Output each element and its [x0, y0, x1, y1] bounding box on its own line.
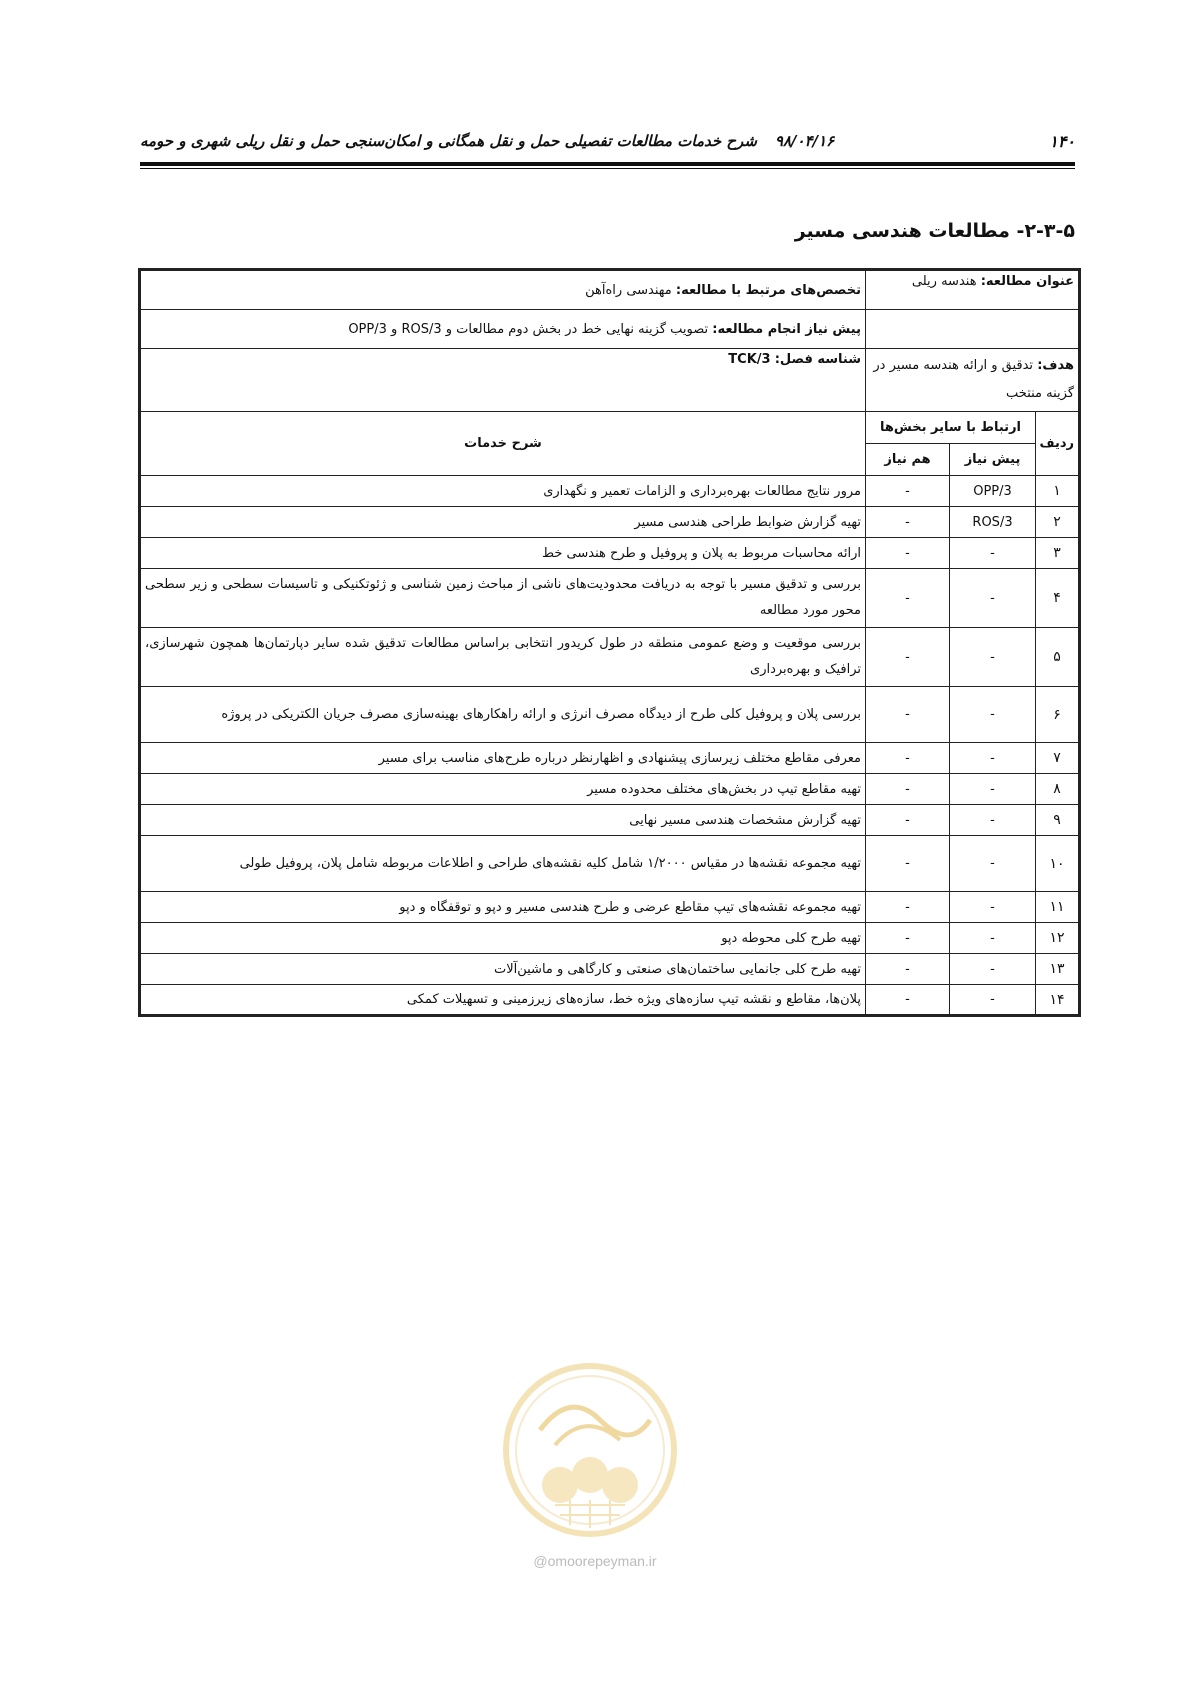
watermark-site: @omoorepeyman.ir: [533, 1553, 657, 1569]
row-number: ۱۱: [1036, 892, 1080, 923]
row-coreq: -: [866, 774, 950, 805]
row-number: ۳: [1036, 538, 1080, 569]
row-number: ۵: [1036, 628, 1080, 687]
row-description: بررسی موقعیت و وضع عمومی منطقه در طول کریدور انتخابی براساس مطالعات تدقیق شده سایر دپارتمان‌ها همچون شهرسازی، ترافیک و بهره‌برداری: [140, 628, 866, 687]
header-rule-thin: [140, 168, 1075, 169]
row-coreq: -: [866, 836, 950, 892]
table-row: [140, 743, 1080, 774]
col-row-header: ردیف: [1036, 412, 1080, 476]
row-description: تهیه گزارش مشخصات هندسی مسیر نهایی: [140, 805, 866, 836]
row-description: بررسی و تدقیق مسیر با توجه به دریافت محدودیت‌های ناشی از مباحث زمین شناسی و ژئوتکنیکی و تاسیسات سطحی و زیر سطحی محور مورد مطالعه: [140, 569, 866, 628]
table-row: [140, 569, 1080, 628]
row-number: ۱۰: [1036, 836, 1080, 892]
table-row: [140, 892, 1080, 923]
row-prereq: ROS/3: [950, 507, 1036, 538]
row-coreq: -: [866, 507, 950, 538]
header-title: شرح خدمات مطالعات تفصیلی حمل و نقل همگانی و امکان‌سنجی حمل و نقل ریلی شهری و حومه: [140, 132, 757, 150]
info-row-3: [140, 349, 1080, 412]
table-row: [140, 985, 1080, 1016]
related-value: مهندسی راه‌آهن: [585, 282, 672, 298]
row-description: مرور نتایج مطالعات بهره‌برداری و الزامات تعمیر و نگهداری: [140, 476, 866, 507]
table-row: [140, 507, 1080, 538]
services-table: [138, 268, 1081, 1017]
row-number: ۱: [1036, 476, 1080, 507]
row-number: ۷: [1036, 743, 1080, 774]
table-row: [140, 687, 1080, 743]
prereq-cell: [140, 310, 866, 349]
related-label: تخصص‌های مرتبط با مطالعه:: [675, 282, 861, 298]
row-coreq: -: [866, 892, 950, 923]
row-number: ۸: [1036, 774, 1080, 805]
header-title-group: [140, 132, 834, 150]
page-header: [140, 128, 1075, 160]
col-relation-header: ارتباط با سایر بخش‌ها: [866, 412, 1036, 444]
chapter-label: شناسه فصل:: [774, 352, 861, 367]
table-row: [140, 954, 1080, 985]
table-row: [140, 836, 1080, 892]
study-title-cell-cont: [866, 310, 1080, 349]
chapter-value: TCK/3: [728, 352, 771, 367]
row-number: ۱۴: [1036, 985, 1080, 1016]
row-description: تهیه مجموعه نقشه‌ها در مقیاس ۱/۲۰۰۰ شامل کلیه نقشه‌های طراحی و اطلاعات مربوطه شامل پلان، پروفیل طولی: [140, 836, 866, 892]
row-prereq: -: [950, 687, 1036, 743]
row-description: بررسی پلان و پروفیل کلی طرح از دیدگاه مصرف انرژی و ارائه راهکارهای بهینه‌سازی مصرف جریان الکتریکی در پروژه: [140, 687, 866, 743]
row-description: تهیه گزارش ضوابط طراحی هندسی مسیر: [140, 507, 866, 538]
row-coreq: -: [866, 743, 950, 774]
section-title: ۲-۳-۵- مطالعات هندسی مسیر: [794, 220, 1075, 242]
table-row: [140, 923, 1080, 954]
row-number: ۱۳: [1036, 954, 1080, 985]
row-prereq: -: [950, 774, 1036, 805]
row-number: ۹: [1036, 805, 1080, 836]
row-prereq: -: [950, 836, 1036, 892]
study-title-cell: [866, 270, 1080, 310]
row-prereq: -: [950, 628, 1036, 687]
row-coreq: -: [866, 538, 950, 569]
row-description: تهیه طرح کلی جانمایی ساختمان‌های صنعتی و کارگاهی و ماشین‌آلات: [140, 954, 866, 985]
row-prereq: -: [950, 569, 1036, 628]
row-coreq: -: [866, 687, 950, 743]
row-coreq: -: [866, 954, 950, 985]
related-cell: [140, 270, 866, 310]
row-coreq: -: [866, 476, 950, 507]
row-prereq: -: [950, 805, 1036, 836]
prereq-label: پیش نیاز انجام مطالعه:: [712, 321, 861, 337]
col-coreq-header: هم نیاز: [866, 444, 950, 476]
col-prereq-header: پیش نیاز: [950, 444, 1036, 476]
row-prereq: -: [950, 985, 1036, 1016]
header-rule-thick: [140, 162, 1075, 166]
row-prereq: -: [950, 892, 1036, 923]
table-row: [140, 538, 1080, 569]
goal-label: هدف:: [1037, 358, 1075, 373]
row-coreq: -: [866, 805, 950, 836]
row-number: ۶: [1036, 687, 1080, 743]
row-description: تهیه طرح کلی محوطه دپو: [140, 923, 866, 954]
row-number: ۲: [1036, 507, 1080, 538]
table-head-row-1: [140, 412, 1080, 444]
table-row: [140, 476, 1080, 507]
row-prereq: -: [950, 743, 1036, 774]
study-title-label: عنوان مطالعه:: [980, 274, 1075, 289]
row-description: تهیه مجموعه نقشه‌های تیپ مقاطع عرضی و طرح هندسی مسیر و دپو و توقفگاه و دپو: [140, 892, 866, 923]
row-prereq: OPP/3: [950, 476, 1036, 507]
row-description: معرفی مقاطع مختلف زیرسازی پیشنهادی و اظهارنظر درباره طرح‌های مناسب برای مسیر: [140, 743, 866, 774]
row-description: پلان‌ها، مقاطع و نقشه تیپ سازه‌های ویژه خط، سازه‌های زیرزمینی و تسهیلات کمکی: [140, 985, 866, 1016]
info-row-1: [140, 270, 1080, 310]
row-coreq: -: [866, 923, 950, 954]
row-coreq: -: [866, 985, 950, 1016]
row-number: ۱۲: [1036, 923, 1080, 954]
chapter-cell: [140, 349, 866, 412]
row-prereq: -: [950, 538, 1036, 569]
table-row: [140, 805, 1080, 836]
row-description: ارائه محاسبات مربوط به پلان و پروفیل و طرح هندسی خط: [140, 538, 866, 569]
table-row: [140, 628, 1080, 687]
row-number: ۴: [1036, 569, 1080, 628]
page-number: ۱۴۰: [1049, 132, 1075, 151]
table-row: [140, 774, 1080, 805]
watermark-logo-icon: [500, 1360, 680, 1540]
study-title-value: هندسه ریلی: [911, 274, 977, 289]
header-date: ۹۸/۰۴/۱۶: [774, 132, 835, 150]
goal-cell: [866, 349, 1080, 412]
row-coreq: -: [866, 569, 950, 628]
row-prereq: -: [950, 954, 1036, 985]
col-desc-header: شرح خدمات: [140, 412, 866, 476]
goal-value: تدقیق و ارائه هندسه مسیر در گزینه منتخب: [873, 358, 1075, 401]
row-prereq: -: [950, 923, 1036, 954]
row-description: تهیه مقاطع تیپ در بخش‌های مختلف محدوده مسیر: [140, 774, 866, 805]
row-coreq: -: [866, 628, 950, 687]
prereq-value: تصویب گزینه نهایی خط در بخش دوم مطالعات و ROS/3 و OPP/3: [348, 321, 709, 337]
info-row-2: [140, 310, 1080, 349]
